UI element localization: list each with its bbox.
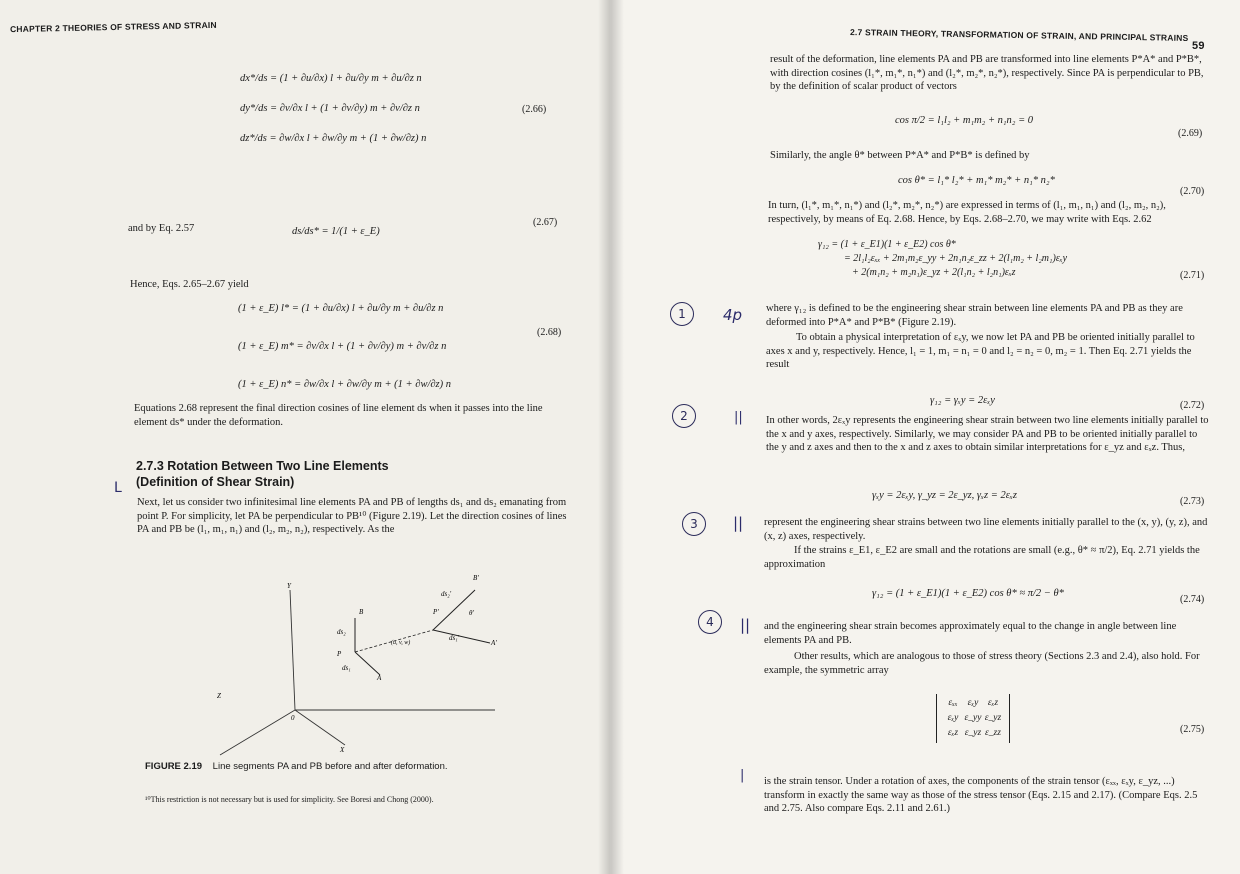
label-uvw: (u, v, w) (391, 640, 411, 646)
label-p: P (337, 650, 342, 658)
eq266-line: dx*/ds = (1 + ∂u/∂x) l + ∂u/∂y m + ∂u/∂z n (240, 73, 422, 84)
label-p-star: P' (433, 608, 439, 616)
right-page (610, 0, 1240, 874)
matrix-cell: ε_yy (964, 713, 982, 723)
figure-2-19 (205, 570, 505, 760)
matrix-row (943, 711, 1003, 726)
figure-caption (145, 761, 448, 772)
equation-2-73: γₓy = 2εₓy, γ_yz = 2ε_yz, γₓz = 2εₓz (872, 490, 1017, 501)
equation-2-67: ds/ds* = 1/(1 + ε_E) (292, 226, 380, 237)
left-page (0, 0, 610, 874)
pen-circle-1: 1 (670, 302, 694, 326)
equation-2-71 (818, 238, 1067, 280)
eq268-line: (1 + ε_E) n* = ∂w/∂x l + ∂w/∂y m + (1 + ∂w/∂z) n (238, 379, 452, 390)
equation-2-69: cos π/2 = l₁l₂ + m₁m₂ + n₁n₂ = 0 (895, 115, 1034, 126)
paragraph-engineering-shear: represent the engineering shear strains between two line elements initially parallel to the (x, y), (y, z), and (x, z) axes, respectively. (764, 517, 1208, 542)
pen-circle-4: 4 (698, 610, 722, 634)
x-axis-line (295, 710, 345, 745)
and-by-text: and by Eq. 2.57 (128, 223, 195, 234)
section-title-line1: 2.7.3 Rotation Between Two Line Elements (136, 459, 389, 473)
segment-pa-star (433, 630, 490, 643)
label-b-star: B' (473, 574, 479, 582)
label-origin: 0 (291, 714, 295, 722)
eq271-number: (2.71) (1180, 270, 1205, 281)
matrix-cell: εₓz (947, 728, 959, 738)
matrix-cell: εₓy (947, 713, 959, 723)
label-y: Y (287, 582, 291, 590)
pen-circle-2: 2 (672, 404, 696, 428)
equation-2-68 (238, 290, 528, 404)
section-title-line2: (Definition of Shear Strain) (136, 475, 295, 489)
eq266-line: dy*/ds = ∂v/∂x l + (1 + ∂v/∂y) m + ∂v/∂z n (240, 103, 420, 114)
paragraph-gamma-definition: where γ₁₂ is defined to be the engineering shear strain between line elements PA and PB as they are deformed into P*A* and P*B* (Figure 2.19). (766, 303, 1183, 328)
hence-text: Hence, Eqs. 2.65–2.67 yield (130, 279, 249, 290)
left-running-head: CHAPTER 2 THEORIES OF STRESS AND STRAIN (9, 19, 217, 35)
matrix-cell: ε_yz (964, 728, 982, 738)
page-number: 59 (1192, 40, 1205, 52)
pen-mark-l: L (114, 480, 122, 496)
label-theta: θ' (469, 609, 474, 617)
paragraph-deformation-result: result of the deformation, line elements PA and PB are transformed into line elements P*A* and P*B*, with direction cosines (l₁*, m₁*, n₁*) and (l₂*, m₂*, n₂*), respectively. Since PA is perpendicular to PB, by the definition of scalar product of vectors (770, 54, 1204, 92)
right-running-head: 2.7 STRAIN THEORY, TRANSFORMATION OF STRAIN, AND PRINCIPAL STRAINS (849, 27, 1189, 43)
matrix-row (943, 696, 1003, 711)
label-ds2-star: ds₂' (441, 590, 452, 598)
eq269-number: (2.69) (1178, 128, 1203, 139)
footnote: ¹⁰This restriction is not necessary but is used for simplicity. See Boresi and Chong (2000). (145, 795, 434, 804)
paragraph-strain-tensor: is the strain tensor. Under a rotation of axes, the components of the strain tensor (εₓₓ, εₓy, ε_yz, ...) transform in exactly the same way as those of the stress tensor (Eqs. 2.15 and 2.17). (Compare Eqs. 2.5 and 2.75. Also compare Eqs. 2.11 and 2.61.) (764, 776, 1198, 814)
strain-matrix (936, 694, 1010, 743)
label-b: B (359, 608, 364, 616)
pen-bars-4: || (740, 616, 751, 634)
eq272-number: (2.72) (1180, 400, 1205, 411)
pen-bars-2: || (734, 410, 743, 425)
label-ds1-star: ds₁' (449, 634, 460, 642)
equation-2-72: γ₁₂ = γₓy = 2εₓy (930, 395, 995, 406)
matrix-cell: ε_yz (984, 713, 1002, 723)
eq266-line: dz*/ds = ∂w/∂x l + ∂w/∂y m + (1 + ∂w/∂z) n (240, 133, 427, 144)
equation-2-66 (240, 64, 510, 154)
eq275-number: (2.75) (1180, 724, 1205, 735)
label-x: X (340, 746, 345, 754)
matrix-cell: εₓy (967, 698, 979, 708)
eq271-line: γ₁₂ = (1 + ε_E1)(1 + ε_E2) cos θ* (818, 239, 956, 250)
eq268-line: (1 + ε_E) m* = ∂v/∂x l + (1 + ∂v/∂y) m + ∂v/∂z n (238, 341, 447, 352)
pen-circle-3: 3 (682, 512, 706, 536)
book-gutter (598, 0, 624, 874)
eq273-number: (2.73) (1180, 496, 1205, 507)
segment-pa (355, 652, 380, 675)
pen-mark-4p: 4p (723, 306, 743, 324)
label-a: A (377, 674, 382, 682)
matrix-cell: εₓz (987, 698, 999, 708)
paragraph-in-other-words: In other words, 2εₓy represents the engineering shear strain between two line elements initially parallel to the x and y axes, respectively. Similarly, we may consider PA and PB to be oriented initially parallel to the y and z axes and then to the x and z axes to obtain similar interpretations for ε_yz and εₓz. Thus, (766, 415, 1209, 453)
eq271-line: = 2l₁l₂εₓₓ + 2m₁m₂ε_yy + 2n₁n₂ε_zz + 2(l₁m₂ + l₂m₁)εₓy (844, 253, 1068, 264)
z-axis-line (220, 710, 295, 755)
eq268-line: (1 + ε_E) l* = (1 + ∂u/∂x) l + ∂u/∂y m + ∂u/∂z n (238, 303, 444, 314)
figure-caption-label: FIGURE 2.19 (145, 761, 203, 772)
label-ds2: ds₂ (337, 628, 346, 636)
matrix-cell: ε_zz (985, 728, 1001, 738)
label-z: Z (217, 692, 221, 700)
paragraph-angle-change: and the engineering shear strain becomes approximately equal to the change in angle between line elements PA and PB. (764, 621, 1177, 646)
eq267-number: (2.67) (533, 217, 558, 228)
paragraph-line-elements: Next, let us consider two infinitesimal line elements PA and PB of lengths ds₁ and ds₂ emanating from point P. For simplicity, let PA be perpendicular to PB¹⁰ (Figure 2.19). Let the direction cosines of lines PA and PB be (l₁, m₁, n₁) and (l₂, m₂, n₂), respectively. As the (137, 497, 567, 535)
matrix-row (943, 726, 1003, 741)
label-a-star: A' (491, 639, 497, 647)
eq268-number: (2.68) (537, 327, 562, 338)
pen-bars-3: || (733, 514, 744, 532)
eq271-line: + 2(m₁n₂ + m₂n₁)ε_yz + 2(l₁n₂ + l₂n₁)εₓz (852, 267, 1016, 278)
eq270-number: (2.70) (1180, 186, 1205, 197)
paragraph-physical-interpretation: To obtain a physical interpretation of εₓy, we now let PA and PB be oriented initially parallel to axes x and y, respectively. Hence, l₁ = 1, m₁ = n₁ = 0 and l₂ = n₂ = 0, m₂ = 1. Then Eq. 2.71 yields the result (766, 332, 1195, 370)
matrix-cell: εₓₓ (948, 698, 958, 708)
paragraph-in-turn: In turn, (l₁*, m₁*, n₁*) and (l₂*, m₂*, n₂*) are expressed in terms of (l₁, m₁, n₁) and (l₂, m₂, n₂), respectively, by means of Eq. 2.68. Hence, by Eqs. 2.68–2.70, we may write with Eqs. 2.62 (768, 200, 1166, 225)
paragraph-small-strains: If the strains ε_E1, ε_E2 are small and the rotations are small (e.g., θ* ≈ π/2), Eq. 2.71 yields the approximation (764, 545, 1200, 570)
label-ds1: ds₁ (342, 664, 351, 672)
paragraph-eq268-meaning: Equations 2.68 represent the final direction cosines of line element ds when it passes into the line element ds* under the deformation. (134, 403, 543, 428)
figure-caption-text: Line segments PA and PB before and after deformation. (212, 761, 448, 772)
equation-2-74: γ₁₂ = (1 + ε_E1)(1 + ε_E2) cos θ* ≈ π/2 − θ* (872, 588, 1064, 599)
equation-2-70: cos θ* = l₁* l₂* + m₁* m₂* + n₁* n₂* (898, 175, 1055, 186)
eq266-number: (2.66) (522, 104, 547, 115)
section-heading (136, 458, 389, 490)
eq274-number: (2.74) (1180, 594, 1205, 605)
paragraph-angle-theta: Similarly, the angle θ* between P*A* and P*B* is defined by (770, 150, 1030, 161)
y-axis-line (290, 590, 295, 710)
pen-bar-5: | (740, 768, 745, 783)
paragraph-other-results: Other results, which are analogous to those of stress theory (Sections 2.3 and 2.4), also hold. For example, the symmetric array (764, 651, 1200, 676)
